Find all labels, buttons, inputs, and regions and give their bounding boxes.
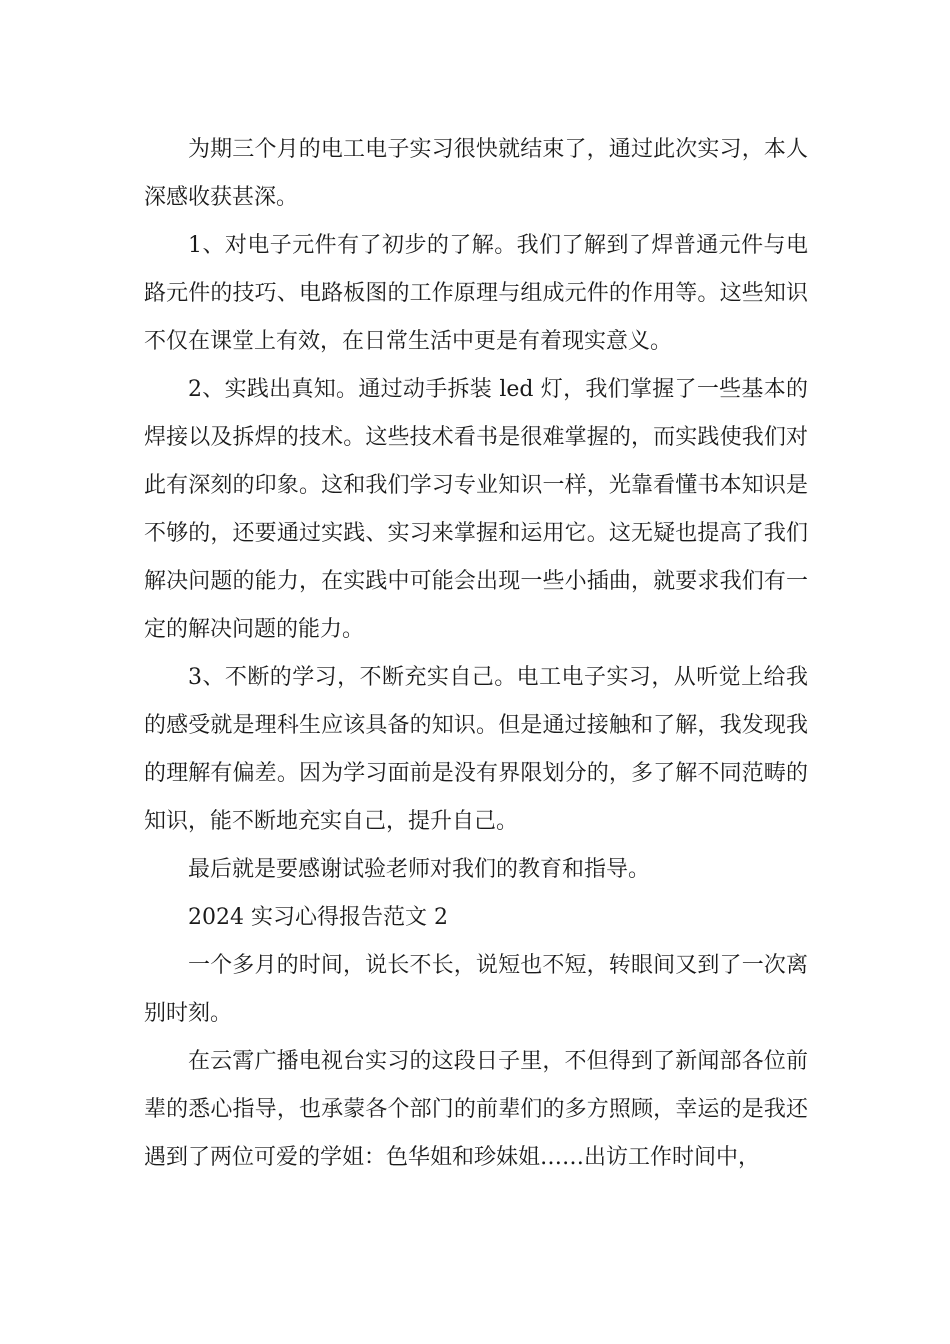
paragraph-thanks: 最后就是要感谢试验老师对我们的教育和指导。 (188, 857, 651, 882)
paragraph-second-body: 在云霄广播电视台实习的这段日子里，不但得到了新闻部各位前辈的悉心指导，也承蒙各个部门的前辈们的多方照顾，幸运的是我还遇到了两位可爱的学姐：色华姐和珍妹姐……出访工作时间中， (144, 1049, 808, 1170)
paragraph-point-1: 1、对电子元件有了初步的了解。我们了解到了焊普通元件与电路元件的技巧、电路板图的工作原理与组成元件的作用等。这些知识不仅在课堂上有效，在日常生活中更是有着现实意义。 (144, 233, 808, 354)
paragraph-point-2: 2、实践出真知。通过动手拆装 led 灯，我们掌握了一些基本的焊接以及拆焊的技术。这些技术看书是很难掌握的，而实践使我们对此有深刻的印象。这和我们学习专业知识一样，光靠看懂书本知识是不够的，还要通过实践、实习来掌握和运用它。这无疑也提高了我们解决问题的能力，在实践中可能会出现一些小插曲，就要求我们有一定的解决问题的能力。 (144, 377, 808, 642)
paragraph-second-intro: 一个多月的时间，说长不长，说短也不短，转眼间又到了一次离别时刻。 (144, 953, 808, 1026)
paragraph-point-3: 3、不断的学习，不断充实自己。电工电子实习，从听觉上给我的感受就是理科生应该具备的知识。但是通过接触和了解，我发现我的理解有偏差。因为学习面前是没有界限划分的，多了解不同范畴的知识，能不断地充实自己，提升自己。 (144, 665, 808, 834)
section-heading: 2024 实习心得报告范文 2 (188, 905, 448, 930)
document-body (144, 126, 808, 1182)
paragraph-intro: 为期三个月的电工电子实习很快就结束了，通过此次实习，本人深感收获甚深。 (144, 137, 808, 210)
